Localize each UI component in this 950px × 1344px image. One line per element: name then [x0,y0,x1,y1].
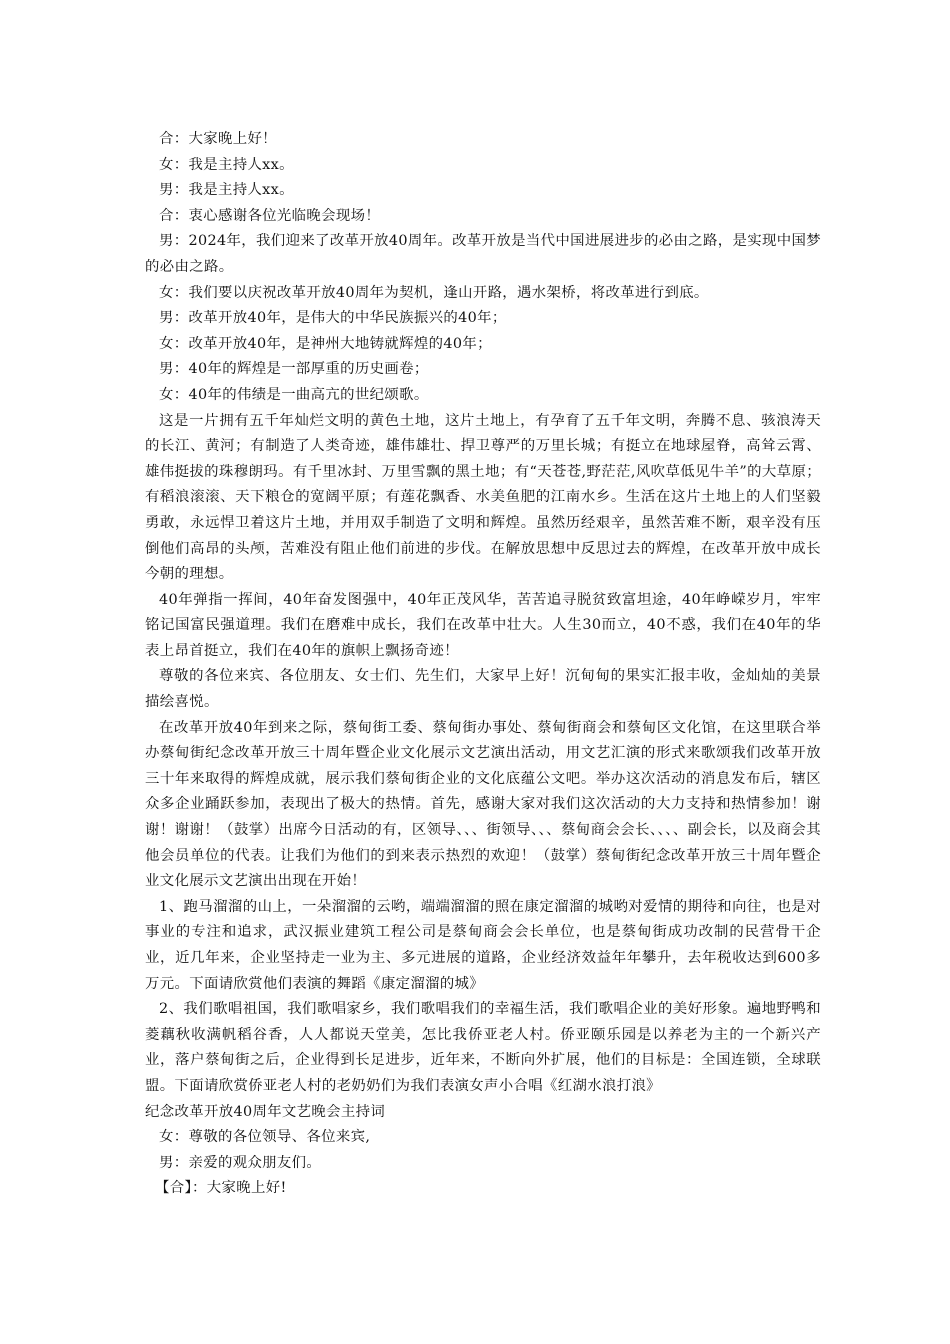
paragraph: 女：我们要以庆祝改革开放40周年为契机，逢山开路，遇水架桥，将改革进行到底。 [159,284,709,301]
paragraph: 男：2024年，我们迎来了改革开放40周年。改革开放是当代中国进展进步的必由之路，是实现中国梦的必由之路。 [145,233,821,275]
paragraph: 女：40年的伟绩是一曲高亢的世纪颂歌。 [159,386,429,403]
paragraph: 合：大家晚上好！ [159,131,277,147]
paragraph: 这是一片拥有五千年灿烂文明的黄色土地，这片土地上，有孕育了五千年文明，奔腾不息、骇浪涛天的长江、黄河；有制造了人类奇迹，雄伟雄壮、捍卫尊严的万里长城；有挺立在地球屋脊，高耸云霄、雄伟挺拔的珠穆朗玛。有千里冰封、万里雪飘的黑土地；有“天苍苍,野茫茫,风吹草低见牛羊”的大草原；有稻浪滚滚、天下粮仓的宽阔平原；有莲花飘香、水美鱼肥的江南水乡。生活在这片土地上的人们坚毅勇敢，永远悍卫着这片土地，并用双手制造了文明和辉煌。虽然历经艰辛，虽然苦难不断，艰辛没有压倒他们高昂的头颅，苦难没有阻止他们前进的步伐。在解放思想中反思过去的辉煌，在改革开放中成长今朝的理想。 [145,412,821,583]
section-heading: 纪念改革开放40周年文艺晚会主持词 [145,1103,386,1120]
paragraph: 1、跑马溜溜的山上，一朵溜溜的云哟，端端溜溜的照在康定溜溜的城哟对爱情的期待和向往，也是对事业的专注和追求，武汉振业建筑工程公司是蔡甸商会会长单位，也是蔡甸街成功改制的民营骨干企业，近几年来，企业坚持走一业为主、多元进展的道路，企业经济效益年年攀升，去年税收达到600多万元。下面请欣赏他们表演的舞蹈《康定溜溜的城》 [145,898,821,992]
paragraph: 女：改革开放40年，是神州大地铸就辉煌的40年； [159,335,492,352]
document-page [145,127,821,1202]
paragraph: 40年弹指一挥间，40年奋发图强中，40年正茂风华，苦苦追寻脱贫致富坦途，40年峥嵘岁月，牢牢铭记国富民强道理。我们在磨难中成长，我们在改革中壮大。人生30而立，40不惑，我们在40年的华表上昂首挺立，我们在40年的旗帜上飘扬奇迹！ [145,591,821,659]
paragraph: 男：我是主持人xx。 [159,182,294,199]
paragraph: 【合】：大家晚上好! [155,1180,287,1197]
paragraph: 女：尊敬的各位领导、各位来宾, [159,1129,371,1146]
paragraph: 尊敬的各位来宾、各位朋友、女士们、先生们，大家早上好！沉甸甸的果实汇报丰收，金灿灿的美景描绘喜悦。 [145,668,821,711]
paragraph: 男：改革开放40年，是伟大的中华民族振兴的40年； [159,310,507,327]
paragraph: 男：亲爱的观众朋友们。 [159,1154,322,1171]
paragraph: 男：40年的辉煌是一部厚重的历史画卷； [159,361,429,378]
paragraph: 女：我是主持人xx。 [159,156,294,173]
paragraph: 2、我们歌唱祖国，我们歌唱家乡，我们歌唱我们的幸福生活，我们歌唱企业的美好形象。遍地野鸭和菱藕秋收满帆稻谷香，人人都说天堂美，怎比我侨亚老人村。侨亚颐乐园是以养老为主的一个新兴产业，落户蔡甸街之后，企业得到长足进步，近年来，不断向外扩展，他们的目标是：全国连锁，全球联盟。下面请欣赏侨亚老人村的老奶奶们为我们表演女声小合唱《红湖水浪打浪》 [145,1001,821,1094]
paragraph: 合：衷心感谢各位光临晚会现场！ [159,207,381,224]
paragraph: 在改革开放40年到来之际，蔡甸街工委、蔡甸街办事处、蔡甸街商会和蔡甸区文化馆，在这里联合举办蔡甸街纪念改革开放三十周年暨企业文化展示文艺演出活动，用文艺汇演的形式来歌颂我们改革开放三十年来取得的辉煌成就，展示我们蔡甸街企业的文化底蕴公文吧。举办这次活动的消息发布后，辖区众多企业踊跃参加，表现出了极大的热情。首先，感谢大家对我们这次活动的大力支持和热情参加！谢谢！谢谢！（鼓掌）出席今日活动的有，区领导、、、街领导、、、蔡甸商会会长、、、、副会长，以及商会其他会员单位的代表。让我们为他们的到来表示热烈的欢迎！（鼓掌）蔡甸街纪念改革开放三十周年暨企业文化展示文艺演出出现在开始！ [145,719,821,890]
